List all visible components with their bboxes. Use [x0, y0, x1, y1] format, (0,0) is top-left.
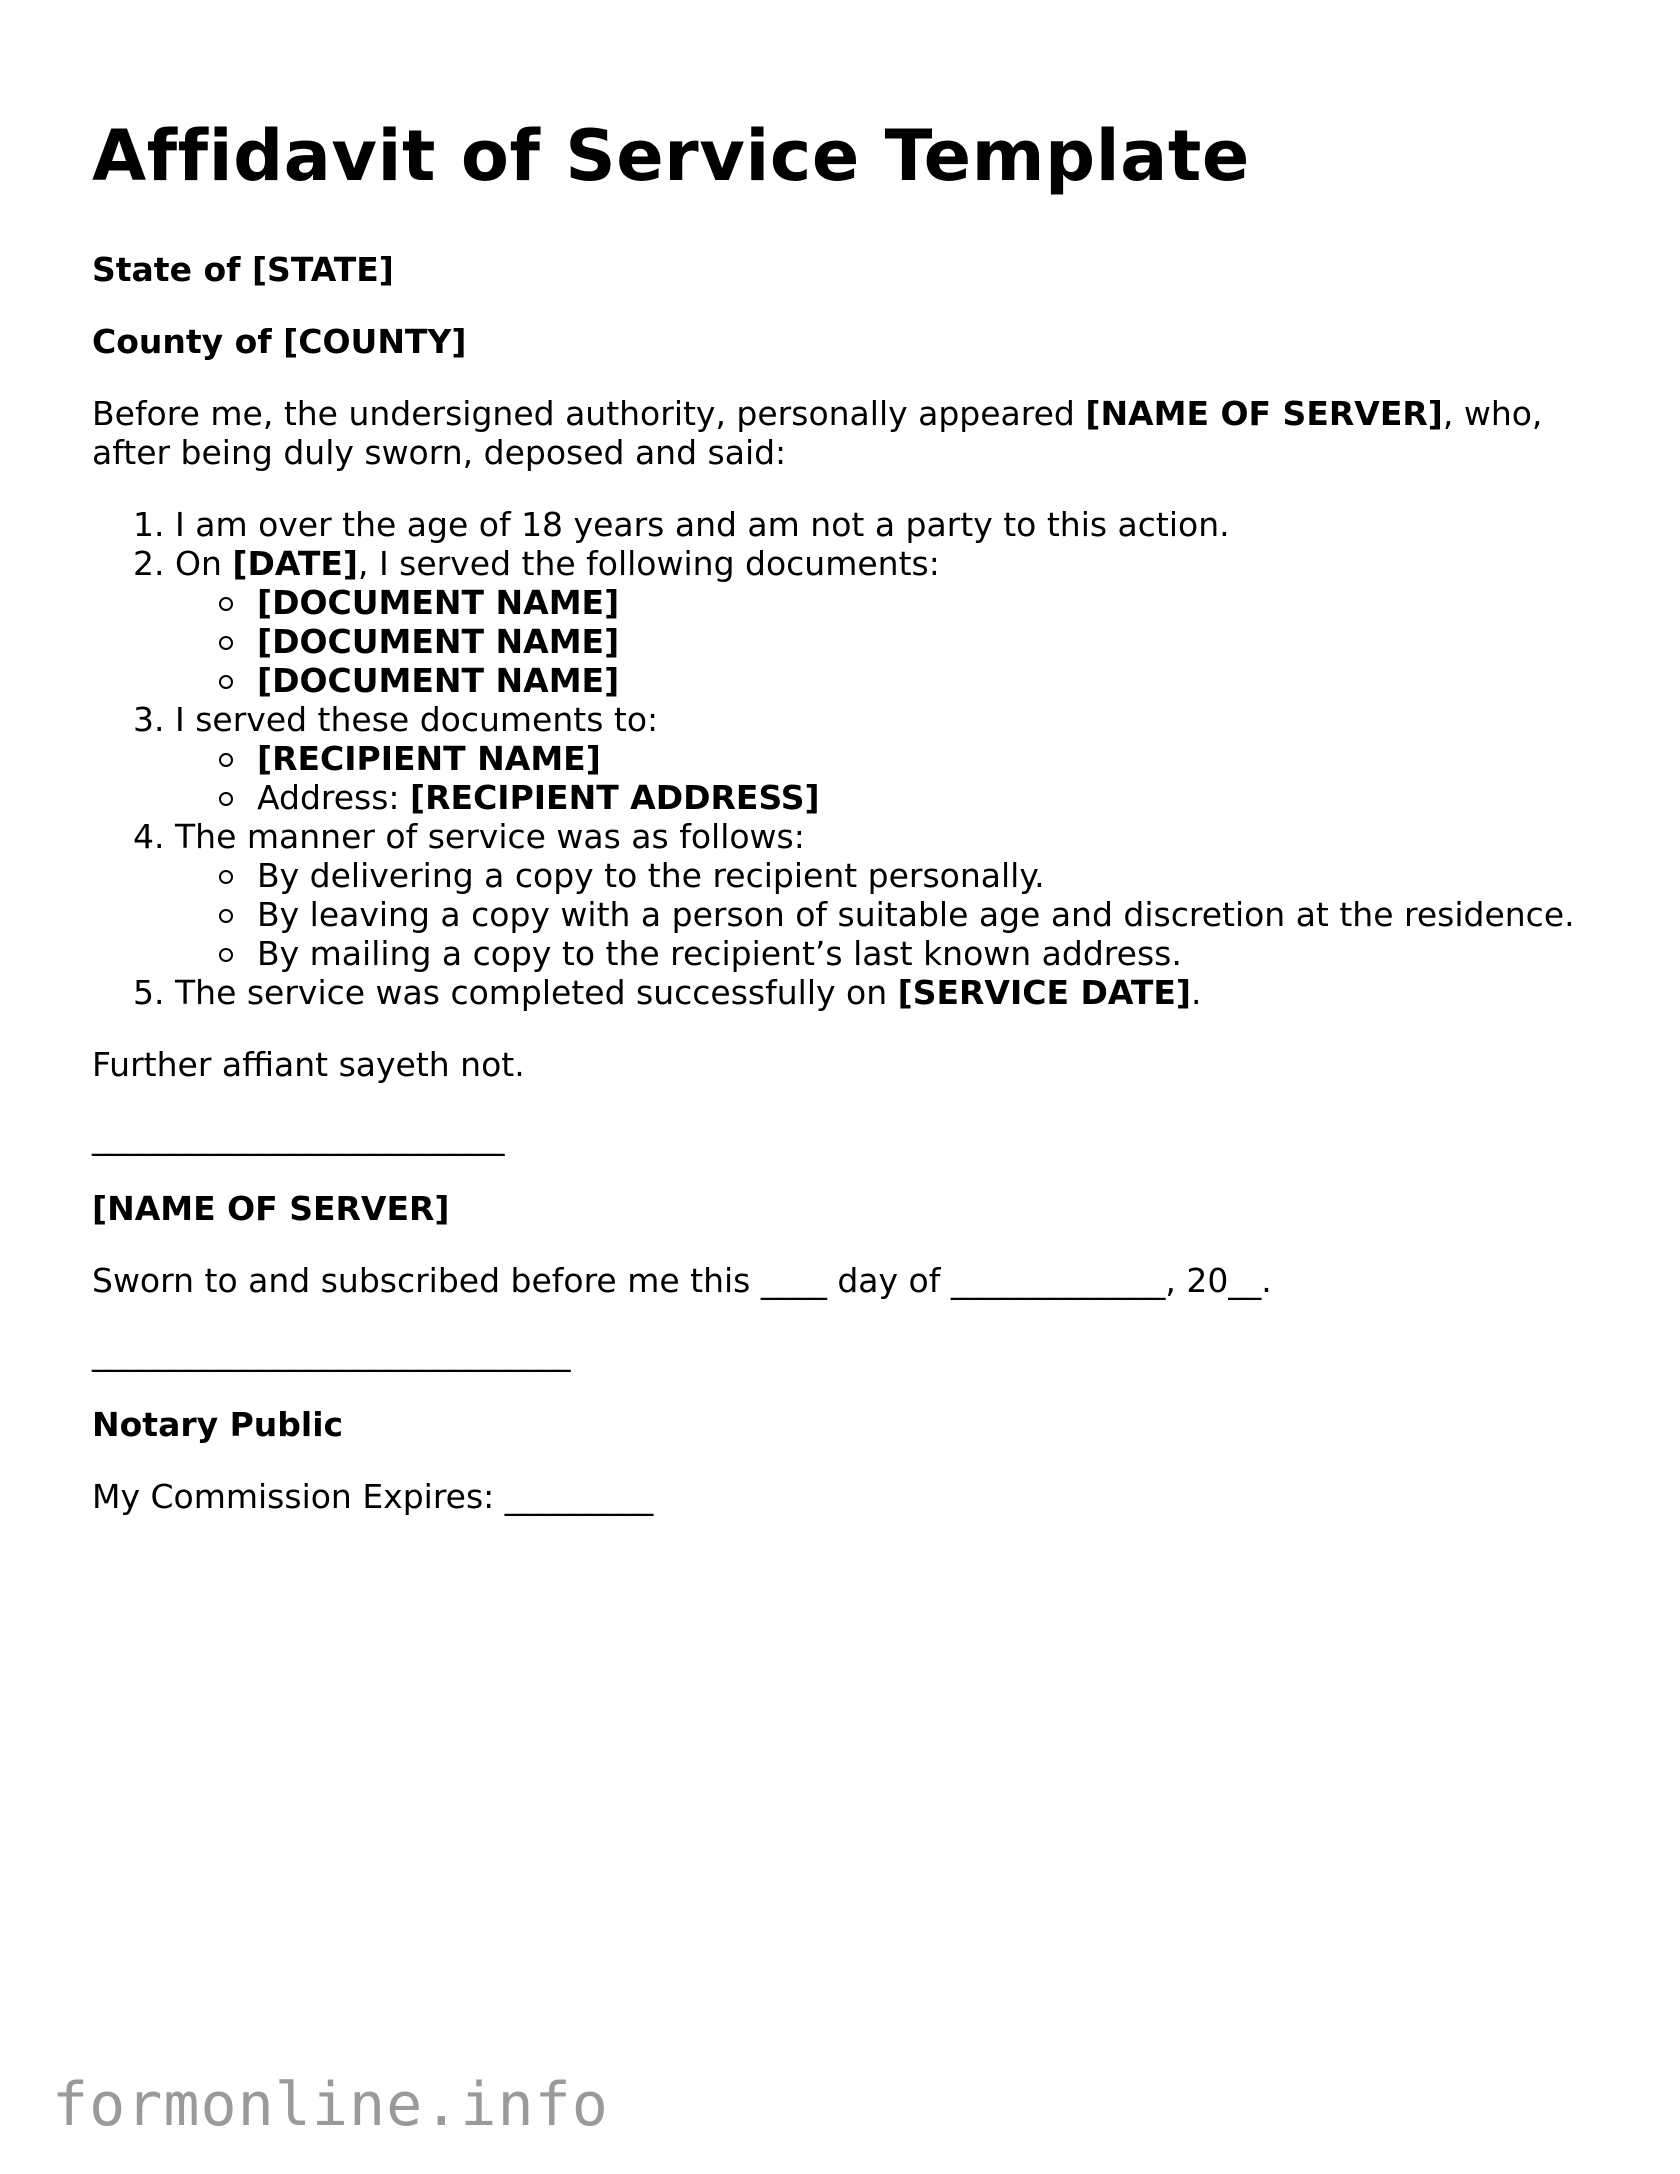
- county-label: County of [COUNTY]: [92, 322, 467, 361]
- document-page: [92, 108, 1612, 1549]
- method-item: By delivering a copy to the recipient personally.: [219, 856, 1612, 895]
- service-date-placeholder: [DATE]: [232, 544, 358, 583]
- notary-label: Notary Public: [92, 1405, 344, 1444]
- item-text: The manner of service was as follows:: [175, 817, 805, 856]
- address-label: Address:: [257, 778, 411, 817]
- completion-date-placeholder: [SERVICE DATE]: [897, 973, 1191, 1012]
- server-signature-line: _________________________: [92, 1117, 505, 1156]
- sworn-statement: Sworn to and subscribed before me this ____ day of _____________, 20__.: [92, 1261, 1272, 1300]
- item-text: On: [175, 544, 233, 583]
- list-item-completed: [175, 973, 1612, 1012]
- recipient-name: [RECIPIENT NAME]: [219, 739, 1612, 778]
- watermark: formonline.info: [52, 2070, 609, 2140]
- item-text: .: [1190, 973, 1202, 1012]
- method-list: [175, 856, 1612, 973]
- notary-signature-line: _____________________________: [92, 1333, 571, 1372]
- recipient-list: [175, 739, 1612, 817]
- list-item-age: [175, 505, 1612, 544]
- list-item-manner: [175, 817, 1612, 973]
- intro-paragraph: [92, 394, 1612, 472]
- item-text: The service was completed successfully on: [175, 973, 898, 1012]
- item-text: I am over the age of 18 years and am not a party to this action.: [175, 505, 1230, 544]
- commission-expires: My Commission Expires: _________: [92, 1477, 654, 1516]
- state-label: State of [STATE]: [92, 250, 394, 289]
- intro-before: Before me, the undersigned authority, personally appeared: [92, 394, 1086, 433]
- list-item-recipient: [175, 700, 1612, 817]
- intro-server-name: [NAME OF SERVER]: [1085, 394, 1443, 433]
- document-item: [DOCUMENT NAME]: [219, 661, 1612, 700]
- page-title: Affidavit of Service Template: [92, 115, 1250, 197]
- statement-list: [92, 505, 1612, 1012]
- list-item-documents: [175, 544, 1612, 700]
- intro-after: , who, after being duly sworn, deposed and said:: [92, 394, 1543, 472]
- closing-statement: Further affiant sayeth not.: [92, 1045, 525, 1084]
- document-item: [DOCUMENT NAME]: [219, 583, 1612, 622]
- recipient-address: [219, 778, 1612, 817]
- item-text: , I served the following documents:: [357, 544, 940, 583]
- address-value: [RECIPIENT ADDRESS]: [410, 778, 820, 817]
- server-name-label: [NAME OF SERVER]: [92, 1189, 450, 1228]
- document-item: [DOCUMENT NAME]: [219, 622, 1612, 661]
- item-text: I served these documents to:: [175, 700, 659, 739]
- document-list: [175, 583, 1612, 700]
- method-item: By mailing a copy to the recipient’s last known address.: [219, 934, 1612, 973]
- method-item: By leaving a copy with a person of suitable age and discretion at the residence.: [219, 895, 1612, 934]
